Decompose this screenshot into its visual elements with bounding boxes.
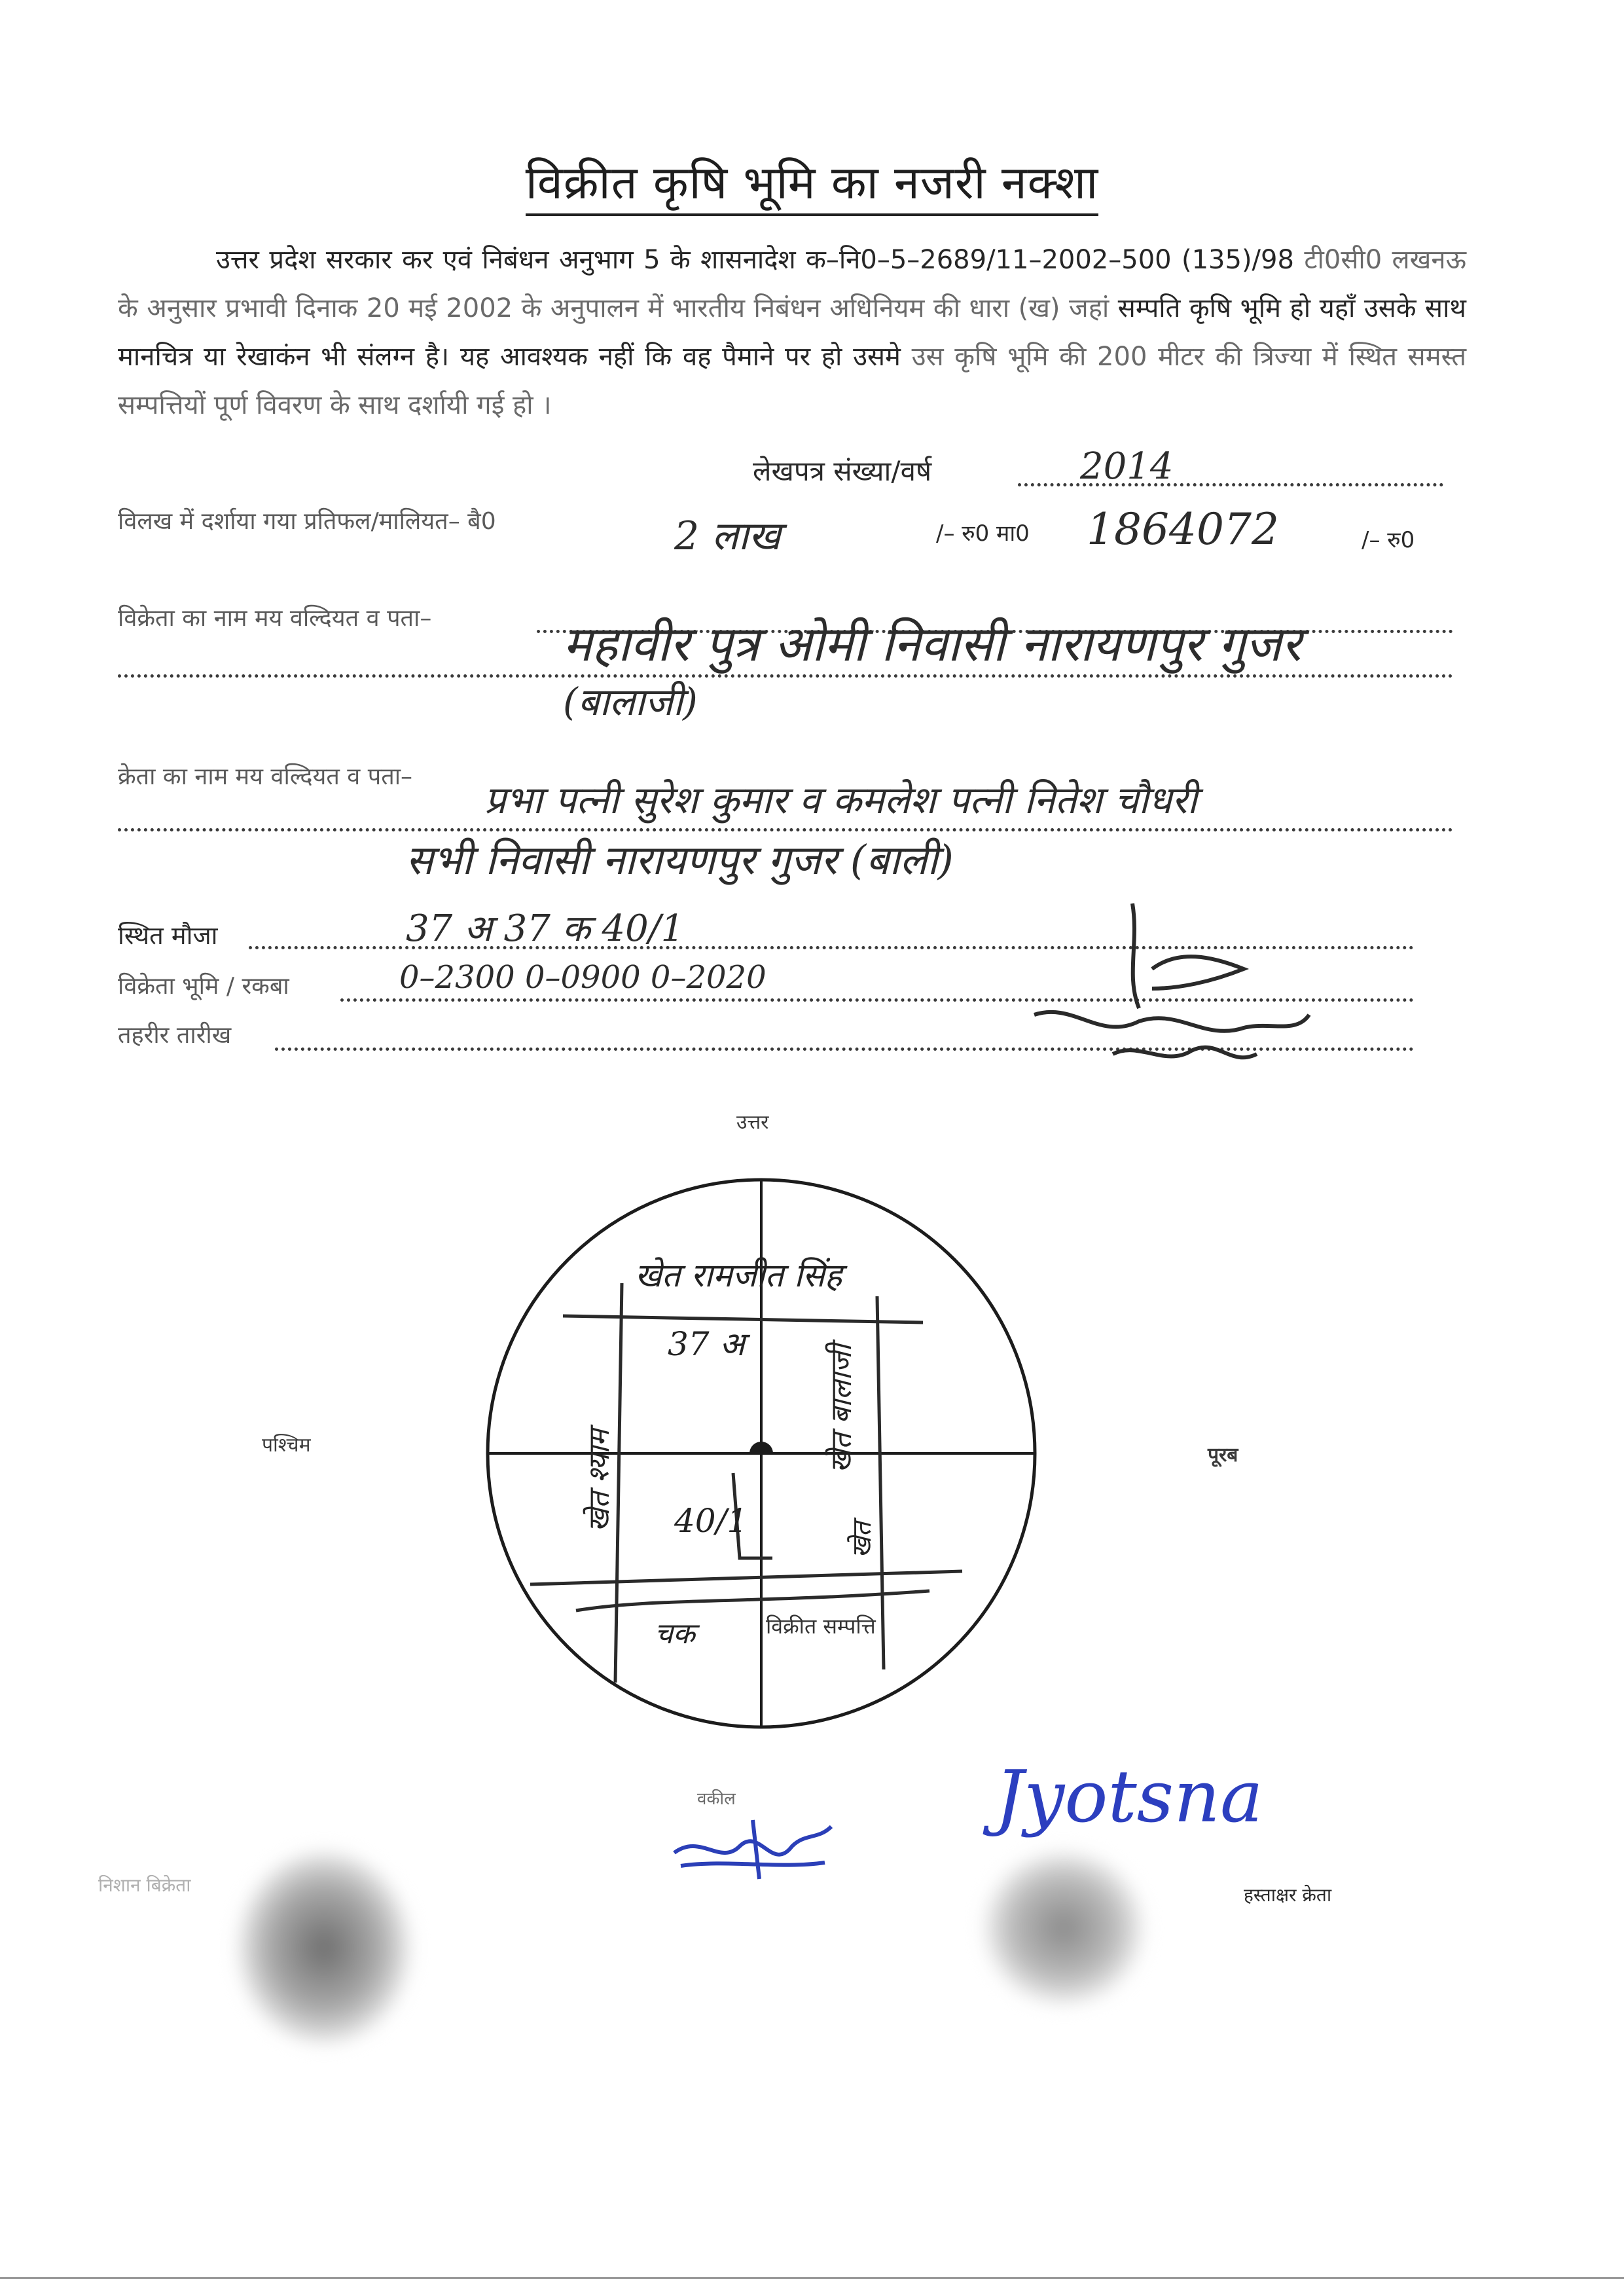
map-north-label: उत्तर (736, 1111, 769, 1134)
road-line (576, 1591, 929, 1611)
seller-signature-scribble (903, 890, 1322, 1087)
map-left-side: खेत श्याम (583, 1429, 616, 1532)
plot-bottom-line (530, 1571, 962, 1584)
map-top-text: खेत रामजीत सिंह (635, 1256, 842, 1294)
map-east-label: पूरब (1208, 1444, 1238, 1467)
date-label: तहरीर तारीख (118, 1022, 232, 1049)
document-title-text: विक्रीत कृषि भूमि का नजरी नक्शा (526, 156, 1098, 216)
area-label: विक्रेता भूमि / रकबा (118, 973, 289, 1000)
consideration-sep-2: /– रु0 (1362, 527, 1415, 553)
intro-paragraph (118, 236, 1466, 429)
buyer-line-2: सभी निवासी नारायणपुर गुजर (बाली) (406, 836, 954, 884)
deed-number-value: 2014 (1080, 445, 1174, 488)
witness-label: वकील (697, 1789, 736, 1809)
consideration-sep-1: /– रु0 मा0 (936, 520, 1030, 547)
map-west-label: पश्चिम (262, 1434, 311, 1457)
area-value: 0–2300 0–0900 0–2020 (399, 959, 767, 996)
consideration-value-1: 2 लाख (674, 513, 781, 559)
map-right-side-2: खेत (847, 1522, 877, 1558)
intro-line-3: सम्पति कृषि भूमि हो यहाँ उसके साथ मानचित्र या रेखाकंन भी संलग्न है। यह आवश्यक नहीं कि वह पैमाने पर हो उसमे (118, 293, 1466, 372)
left-caption: निशान बिक्रेता (98, 1874, 191, 1896)
land-map (458, 1165, 1074, 1755)
intro-line-1: उत्तर प्रदेश सरकार कर एवं निबंधन अनुभाग 5 के शासनादेश क–नि0–5–2689/11–2002–500 (135)/98 (216, 245, 1294, 275)
right-caption: हस्ताक्षर क्रेता (1244, 1884, 1332, 1906)
witness-signature (661, 1807, 857, 1886)
plot-left-line (615, 1283, 622, 1683)
intro-line-4: उस कृषि भूमि की 200 मीटर की त्रिज्या में स्थित समस्त सम्पत्तियों पूर्ण विवरण के साथ दर्शायी गई हो । (118, 342, 1467, 420)
right-thumb-impression (985, 1853, 1142, 2003)
map-right-side: खेत बालाजी (825, 1344, 858, 1473)
plot-right-line (877, 1296, 884, 1669)
consideration-label: विलख में दर्शाया गया प्रतिफल/मालियत– बै0 (118, 508, 496, 535)
document-title (0, 149, 1624, 212)
deed-number-label: लेखपत्र संख्या/वर्ष (753, 455, 932, 487)
seller-line-2: (बालाजी) (563, 680, 698, 724)
map-plot-mid: 40/1 (674, 1502, 748, 1540)
map-plot-top: 37 अ (668, 1325, 745, 1363)
left-thumb-impression (239, 1853, 409, 2043)
seller-line-1: महावीर पुत्र ओमी निवासी नारायणपुर गुजर (563, 616, 1301, 672)
buyer-line-1: प्रभा पत्नी सुरेश कुमार व कमलेश पत्नी नितेश चौधरी (484, 778, 1197, 822)
map-road-label: चक (655, 1617, 695, 1650)
buyer-signature: Jyotsna (995, 1755, 1263, 1838)
village-value: 37 अ 37 क 40/1 (406, 907, 685, 950)
plot-top-line (563, 1316, 923, 1322)
map-center-mark (749, 1442, 773, 1453)
bottom-rule (0, 2277, 1624, 2279)
seller-label: विक्रेता का नाम मय वल्दियत व पता– (118, 605, 432, 632)
intro-line-2: टी0सी0 लखनऊ के अनुसार प्रभावी दिनाक 20 मई 2002 के अनुपालन में भारतीय निबंधन अधिनियम की धारा (ख) जहां (118, 245, 1466, 323)
map-sold-property: विक्रीत सम्पत्ति (766, 1614, 876, 1639)
buyer-label: क्रेता का नाम मय वल्दियत व पता– (118, 763, 413, 790)
consideration-value-2: 1864072 (1087, 504, 1279, 555)
village-label: स्थित मौजा (118, 921, 218, 950)
